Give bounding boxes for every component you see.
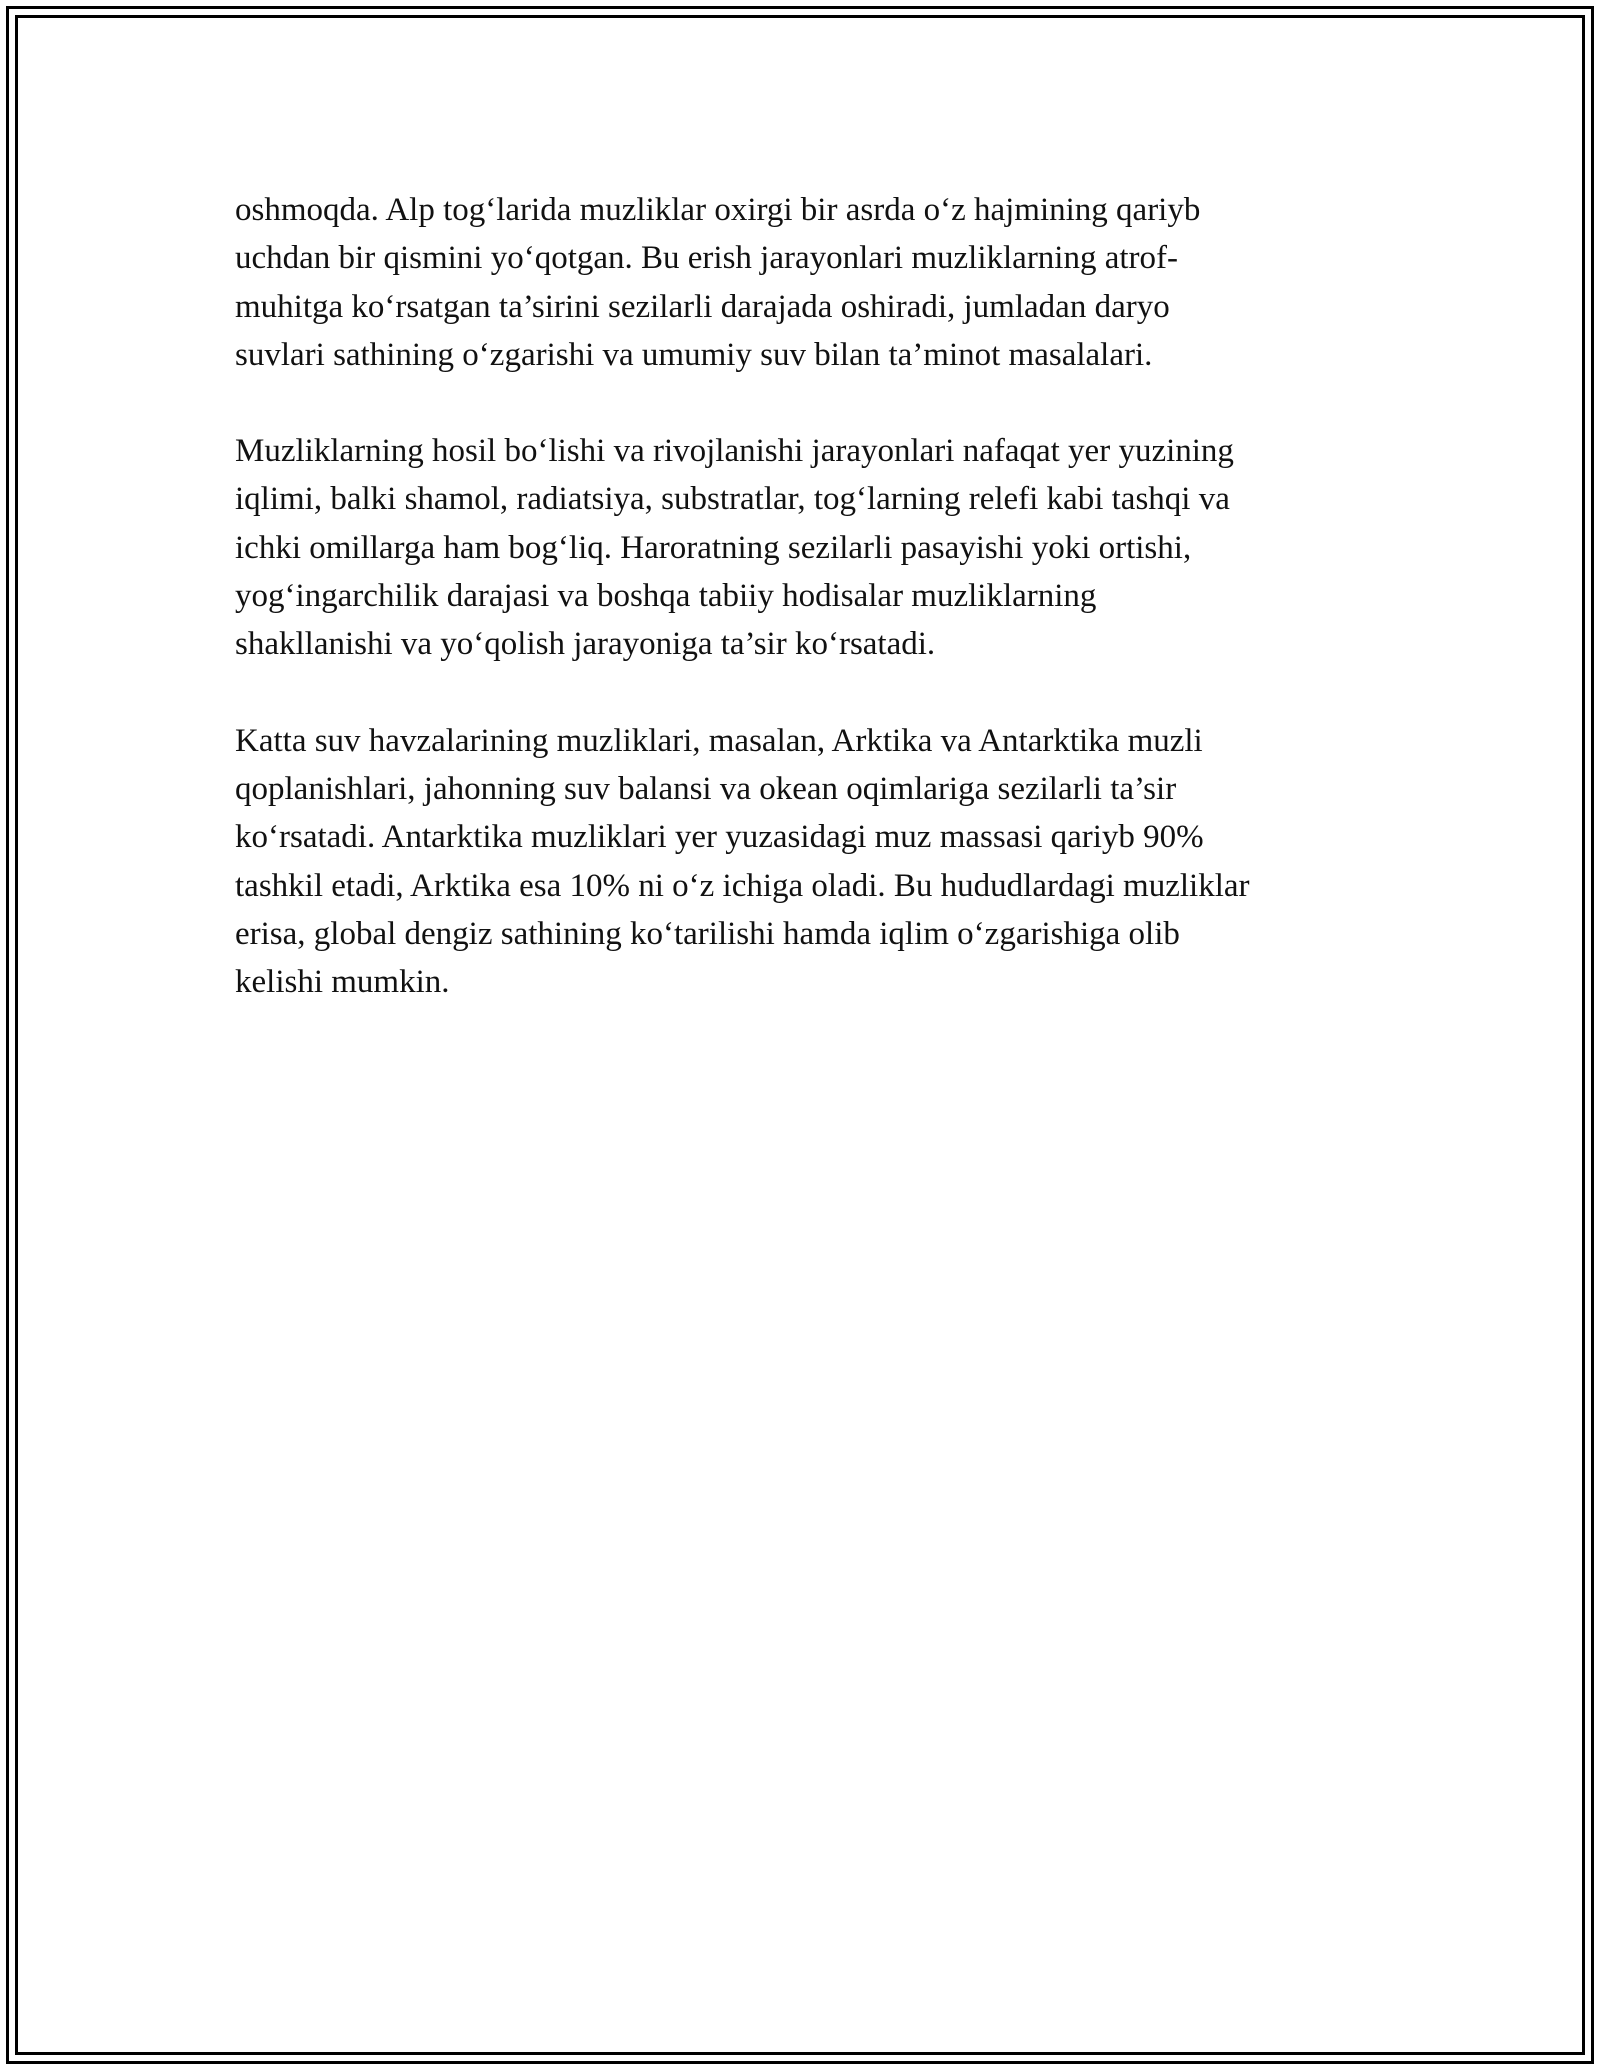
paragraph-1: oshmoqda. Alp tog‘larida muzliklar oxirgi bir asrda o‘z hajmining qariyb uchdan bir qismini yo‘qotgan. Bu erish jarayonlari muzliklarning atrof- muhitga ko‘rsatgan ta’sirini sezilarli darajada oshiradi, jumladan daryo suvlari sathining o‘zgarishi va umumiy suv bilan ta’minot masalalari.: [235, 192, 1201, 373]
document-body: [235, 186, 1385, 1054]
paragraph-3: Katta suv havzalarining muzliklari, masalan, Arktika va Antarktika muzli qoplanishlari, jahonning suv balansi va okean oqimlariga sezilarli ta’sir ko‘rsatadi. Antarktika muzliklari yer yuzasidagi muz massasi qariyb 90% tashkil etadi, Arktika esa 10% ni o‘z ichiga oladi. Bu hududlardagi muzliklar erisa, global dengiz sathining ko‘tarilishi hamda iqlim o‘zgarishiga olib kelishi mumkin.: [235, 722, 1250, 1001]
paragraph-2: Muzliklarning hosil bo‘lishi va rivojlanishi jarayonlari nafaqat yer yuzining iqlimi, balki shamol, radiatsiya, substratlar, tog‘larning relefi kabi tashqi va ichki omillarga ham bog‘liq. Haroratning sezilarli pasayishi yoki ortishi, yog‘ingarchilik darajasi va boshqa tabiiy hodisalar muzliklarning shakllanishi va yo‘qolish jarayoniga ta’sir ko‘rsatadi.: [235, 433, 1234, 663]
